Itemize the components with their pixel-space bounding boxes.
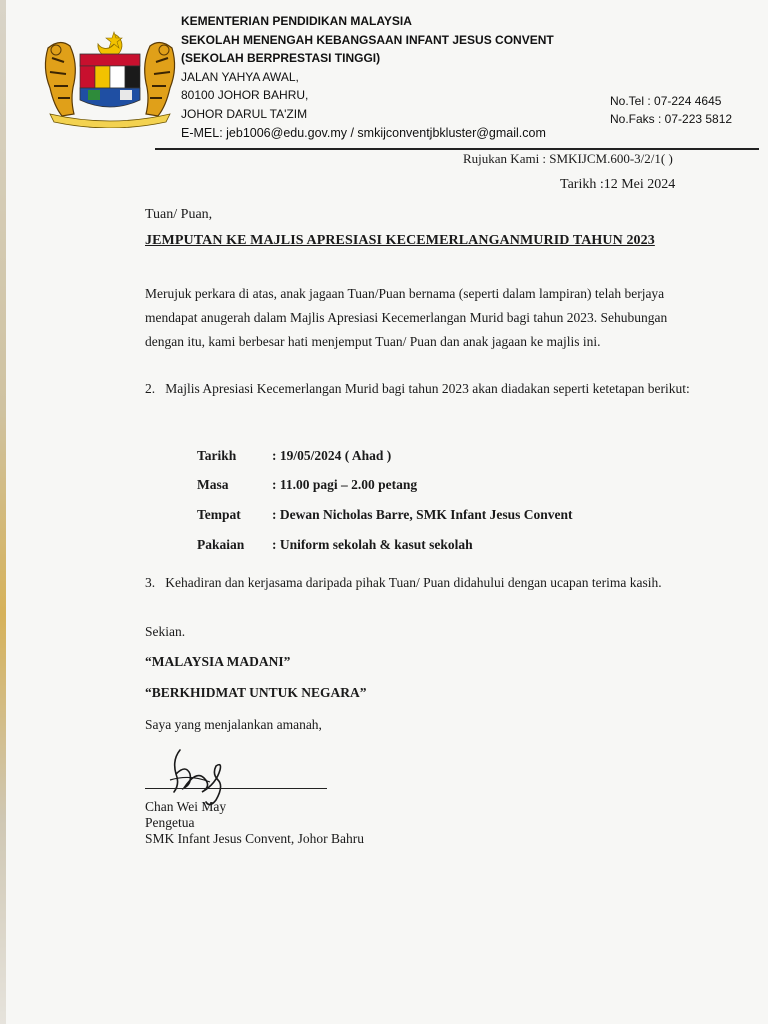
letterhead-divider xyxy=(155,148,759,150)
reference-number: Rujukan Kami : SMKIJCM.600-3/2/1( ) xyxy=(463,151,673,166)
letterhead xyxy=(181,12,554,142)
signatory-school: SMK Infant Jesus Convent, Johor Bahru xyxy=(145,831,364,846)
signature-line xyxy=(145,788,327,789)
ministry-name: KEMENTERIAN PENDIDIKAN MALAYSIA xyxy=(181,14,412,28)
detail-label: Tempat xyxy=(197,506,241,522)
signatory-name: Chan Wei May xyxy=(145,799,227,814)
event-details xyxy=(197,441,573,559)
detail-value: : Uniform sekolah & kasut sekolah xyxy=(272,536,473,552)
phone-number: No.Tel : 07-224 4645 xyxy=(610,94,722,108)
detail-label: Masa xyxy=(197,477,229,493)
address-line-1: JALAN YAHYA AWAL, xyxy=(181,69,299,84)
signatory-block xyxy=(145,799,364,847)
letter-date: Tarikh :12 Mei 2024 xyxy=(560,177,676,192)
detail-value: : 19/05/2024 ( Ahad ) xyxy=(272,447,392,463)
slogan-berkhidmat: “BERKHIDMAT UNTUK NEGARA” xyxy=(145,685,367,700)
malaysia-coat-of-arms-icon xyxy=(40,28,180,128)
paragraph-1: Merujuk perkara di atas, anak jagaan Tuan/Puan bernama (seperti dalam lampiran) telah berjaya mendapat anugerah dalam Majlis Apresiasi Kecemerlangan Murid bagi tahun 2023. Sehubungan dengan itu, kami berbesar hati menjemput Tuan/ Puan dan anak jagaan ke majlis ini. xyxy=(145,286,668,349)
address-line-3: JOHOR DARUL TA'ZIM xyxy=(181,106,308,121)
closing: Sekian. xyxy=(145,624,186,639)
detail-label: Pakaian xyxy=(197,536,245,552)
sign-off: Saya yang menjalankan amanah, xyxy=(145,717,322,732)
letter-title: JEMPUTAN KE MAJLIS APRESIASI KECEMERLANGANMURID TAHUN 2023 xyxy=(145,233,655,248)
address-line-2: 80100 JOHOR BAHRU, xyxy=(181,88,309,103)
detail-label: Tarikh xyxy=(197,447,237,463)
detail-row-attire xyxy=(197,530,573,560)
slogan-malaysia-madani: “MALAYSIA MADANI” xyxy=(145,654,291,669)
school-name: SEKOLAH MENENGAH KEBANGSAAN INFANT JESUS CONVENT xyxy=(181,32,554,47)
paragraph-2: 2. Majlis Apresiasi Kecemerlangan Murid bagi tahun 2023 akan diadakan seperti ketetapan berikut: xyxy=(145,381,690,396)
email-line: E-MEL: jeb1006@edu.gov.my / smkijconventjbkluster@gmail.com xyxy=(181,125,546,140)
fax-number: No.Faks : 07-223 5812 xyxy=(610,112,733,126)
school-status: (SEKOLAH BERPRESTASI TINGGI) xyxy=(181,51,381,66)
detail-value: : Dewan Nicholas Barre, SMK Infant Jesus Convent xyxy=(272,506,573,522)
scan-edge xyxy=(0,0,6,1024)
detail-row-date xyxy=(197,441,573,471)
salutation: Tuan/ Puan, xyxy=(145,207,213,222)
detail-value: : 11.00 pagi – 2.00 petang xyxy=(272,477,418,493)
contact-numbers xyxy=(610,92,732,128)
signatory-position: Pengetua xyxy=(145,815,195,830)
detail-row-time xyxy=(197,471,573,501)
detail-row-venue xyxy=(197,500,573,530)
paragraph-3: 3. Kehadiran dan kerjasama daripada pihak Tuan/ Puan didahului dengan ucapan terima kasih. xyxy=(145,575,662,590)
